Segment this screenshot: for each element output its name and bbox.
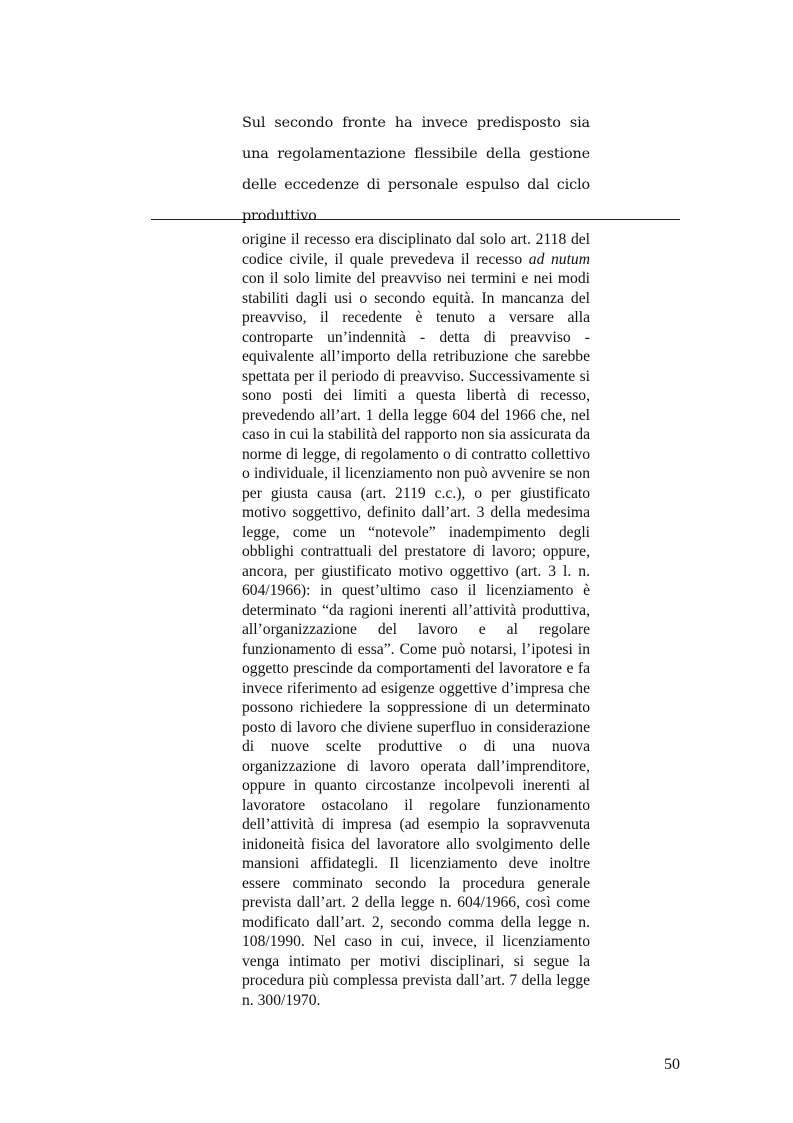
- footnote-text-rest: con il solo limite del preavviso nei termini e nei modi stabiliti dagli usi o secondo equità. In mancanza del preavviso, il recedente è tenuto a versare alla controparte un’indennità - detta di preavviso - equivalente all’importo della retribuzione che sarebbe spettata per il periodo di preavviso. Successivamente si sono posti dei limiti a questa libertà di recesso, prevedendo all’art. 1 della legge 604 del 1966 che, nel caso in cui la stabilità del rapporto non sia assicurata da norme di legge, di regolamento o di contratto collettivo o individuale, il licenziamento non può avvenire se non per giusta causa (art. 2119 c.c.), o per giustificato motivo soggettivo, definito dall’art. 3 della medesima legge, come un “notevole” inadempimento degli obblighi contrattuali del prestatore di lavoro; oppure, ancora, per giustificato motivo oggettivo (art. 3 l. n. 604/1966): in quest’ultimo caso il licenziamento è determinato “da ragioni inerenti all’attività produttiva, all’organizzazione del lavoro e al regolare funzionamento di essa”. Come può notarsi, l’ipotesi in oggetto prescinde da comportamenti del lavoratore e fa invece riferimento ad esigenze oggettive d’impresa che possono richiedere la soppressione di un determinato posto di lavoro che diviene superfluo in considerazione di nuove scelte produttive o di una nuova organizzazione di lavoro operata dall’imprenditore, oppure in quanto circostanze incolpevoli inerenti al lavoratore ostacolano il regolare funzionamento dell’attività di impresa (ad esempio la sopravvenuta inidoneità fisica del lavoratore allo svolgimento delle mansioni affidategli. Il licenziamento deve inoltre essere comminato secondo la procedura generale prevista dall’art. 2 della legge n. 604/1966, così come modificato dall’art. 2, secondo comma della legge n. 108/1990. Nel caso in cui, invece, il licenziamento venga intimato per motivi disciplinari, si segue la procedura più complessa prevista dall’art. 7 della legge n. 300/1970.: [242, 270, 590, 1009]
- footnote-text-start: origine il recesso era disciplinato dal solo art. 2118 del codice civile, il quale prevedeva il recesso: [242, 231, 590, 268]
- footnote-separator: [151, 219, 680, 220]
- footnote-paragraph: [242, 230, 590, 1010]
- footnote-italic-term: ad nutum: [528, 250, 590, 268]
- main-paragraph: Sul secondo fronte ha invece predisposto sia una regolamentazione flessibile della gestione delle eccedenze di personale espulso dal ciclo produttivo: [242, 115, 590, 224]
- page-number: 50: [664, 1056, 680, 1073]
